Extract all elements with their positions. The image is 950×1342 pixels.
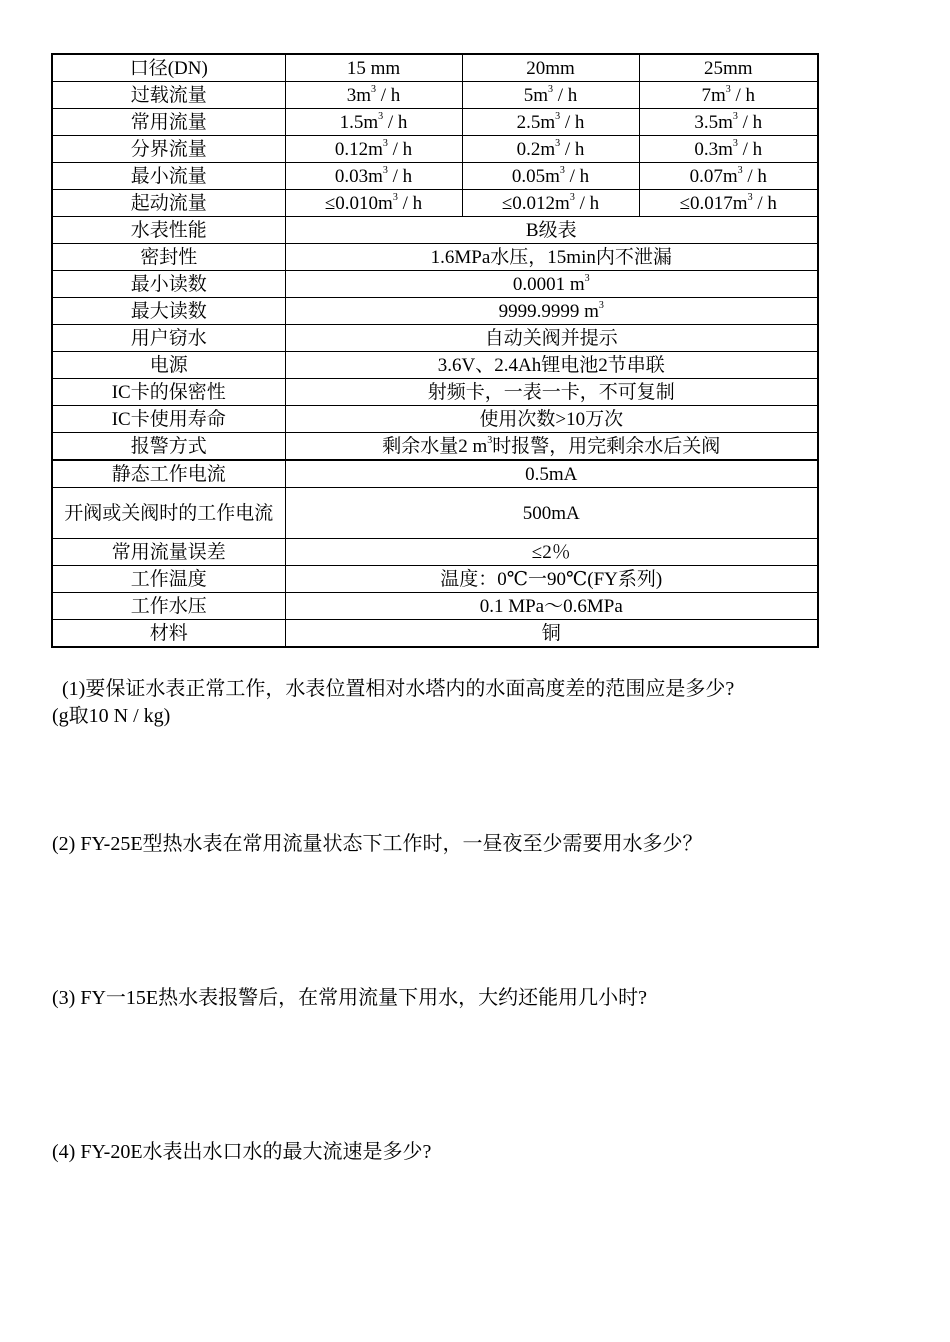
spec-row — [52, 325, 818, 352]
superscript: 3 — [555, 138, 561, 150]
value-text: 铜 — [541, 622, 561, 644]
value-suffix: / h — [742, 165, 767, 187]
rate-cell — [462, 163, 639, 190]
question-1-line2: (g取10 N / kg) — [52, 705, 171, 727]
spec-row — [52, 488, 818, 539]
value-suffix: / h — [397, 192, 423, 214]
superscript: 3 — [569, 192, 575, 204]
spec-row — [52, 352, 818, 379]
superscript: 3 — [371, 84, 376, 96]
spec-value — [285, 352, 818, 379]
value-suffix: / h — [553, 84, 578, 106]
value-text: 温度：0℃一90℃(FY系列) — [440, 568, 663, 590]
spec-row — [52, 298, 818, 325]
value-text: 3m — [346, 84, 371, 106]
spec-row — [52, 406, 818, 433]
rate-cell — [285, 109, 462, 136]
row-label: 用户窃水 — [52, 325, 285, 352]
value-text: 3.6V、2.4Ah锂电池2节串联 — [437, 354, 665, 376]
value-text: 剩余水量2 m — [382, 435, 488, 457]
value-text: 0.3m — [694, 138, 733, 160]
spec-value — [285, 379, 818, 406]
row-label: 最小流量 — [52, 163, 285, 190]
value-suffix: / h — [376, 84, 401, 106]
value-text: 1.5m — [339, 111, 379, 133]
rate-row — [52, 109, 818, 136]
rate-cell — [285, 136, 462, 163]
value-text: 0.2m — [516, 138, 556, 160]
spec-row — [52, 433, 818, 461]
superscript: 3 — [747, 192, 753, 204]
value-suffix: / h — [560, 138, 585, 160]
spec-row — [52, 539, 818, 566]
value-suffix: / h — [560, 111, 585, 133]
header-dn20: 20mm — [462, 54, 639, 82]
spec-value — [285, 325, 818, 352]
superscript: 3 — [559, 165, 565, 177]
rate-row — [52, 190, 818, 217]
row-label: 报警方式 — [52, 433, 285, 461]
spec-value — [285, 298, 818, 325]
superscript: 3 — [737, 165, 743, 177]
value-suffix: 时报警，用完剩余水后关阀 — [492, 435, 721, 457]
spec-value — [285, 620, 818, 648]
row-label: 开阀或关阀时的工作电流 — [52, 488, 285, 539]
question-1 — [52, 676, 842, 730]
value-text: 0.12m — [334, 138, 383, 160]
rate-cell — [285, 190, 462, 217]
rate-cell — [639, 82, 818, 109]
spec-row — [52, 593, 818, 620]
spec-table — [51, 53, 819, 648]
question-2 — [52, 831, 842, 858]
header-dn25: 25mm — [639, 54, 818, 82]
value-text: 使用次数>10万次 — [479, 408, 624, 430]
question-3 — [52, 985, 842, 1012]
spec-value — [285, 244, 818, 271]
value-text: 自动关阀并提示 — [484, 327, 618, 349]
superscript: 3 — [382, 138, 388, 150]
spec-row — [52, 271, 818, 298]
rate-row — [52, 136, 818, 163]
superscript: 3 — [548, 84, 553, 96]
rate-cell — [639, 163, 818, 190]
row-label: 密封性 — [52, 244, 285, 271]
value-text: B级表 — [525, 219, 577, 241]
row-label: IC卡使用寿命 — [52, 406, 285, 433]
superscript: 3 — [487, 435, 493, 447]
row-label: 过载流量 — [52, 82, 285, 109]
header-dn15: 15 mm — [285, 54, 462, 82]
spec-row — [52, 460, 818, 488]
value-text: 7m — [701, 84, 726, 106]
rate-cell — [462, 109, 639, 136]
superscript: 3 — [382, 165, 388, 177]
value-text: ≤0.010m — [324, 192, 393, 214]
spec-value — [285, 217, 818, 244]
rate-row — [52, 82, 818, 109]
row-label: 工作水压 — [52, 593, 285, 620]
spec-row — [52, 217, 818, 244]
rate-cell — [462, 82, 639, 109]
spec-value — [285, 460, 818, 488]
value-text: 0.07m — [689, 165, 738, 187]
value-suffix: / h — [737, 111, 763, 133]
superscript: 3 — [598, 300, 604, 312]
superscript: 3 — [732, 138, 738, 150]
superscript: 3 — [392, 192, 398, 204]
row-label: 工作温度 — [52, 566, 285, 593]
rate-cell — [639, 136, 818, 163]
question-4 — [52, 1139, 842, 1166]
row-label: IC卡的保密性 — [52, 379, 285, 406]
superscript: 3 — [555, 111, 561, 123]
spec-row — [52, 244, 818, 271]
spec-value — [285, 488, 818, 539]
rate-cell — [639, 190, 818, 217]
row-label: 最大读数 — [52, 298, 285, 325]
value-text: ≤2％ — [531, 541, 571, 563]
value-text: ≤0.012m — [501, 192, 570, 214]
rate-cell — [285, 163, 462, 190]
spec-value — [285, 271, 818, 298]
question-3-text: (3) FY一15E热水表报警后，在常用流量下用水，大约还能用几小时? — [52, 987, 647, 1009]
spec-row — [52, 566, 818, 593]
row-label: 静态工作电流 — [52, 460, 285, 488]
rate-cell — [462, 190, 639, 217]
value-text: 0.1 MPa～0.6MPa — [479, 595, 623, 617]
question-1-line1: (1)要保证水表正常工作，水表位置相对水塔内的水面高度差的范围应是多少? — [52, 678, 735, 700]
spec-row — [52, 620, 818, 648]
value-suffix: / h — [737, 138, 763, 160]
value-suffix: / h — [387, 138, 413, 160]
value-suffix: / h — [730, 84, 756, 106]
rate-cell — [462, 136, 639, 163]
value-text: 0.03m — [334, 165, 383, 187]
value-text: 2.5m — [516, 111, 556, 133]
row-label: 起动流量 — [52, 190, 285, 217]
value-suffix: / h — [387, 165, 413, 187]
spec-value — [285, 539, 818, 566]
value-text: 射频卡，一表一卡，不可复制 — [427, 381, 675, 403]
row-label: 常用流量误差 — [52, 539, 285, 566]
row-label: 分界流量 — [52, 136, 285, 163]
value-text: 1.6MPa水压，15min内不泄漏 — [430, 246, 672, 268]
value-suffix: / h — [564, 165, 590, 187]
value-text: 500mA — [522, 502, 580, 524]
spec-value — [285, 593, 818, 620]
value-text: ≤0.017m — [679, 192, 748, 214]
question-4-text: (4) FY-20E水表出水口水的最大流速是多少? — [52, 1141, 432, 1163]
value-suffix: / h — [574, 192, 600, 214]
rate-row — [52, 163, 818, 190]
rate-cell — [285, 82, 462, 109]
value-text: 0.0001 m — [512, 273, 585, 295]
spec-value — [285, 406, 818, 433]
question-2-text: (2) FY-25E型热水表在常用流量状态下工作时，一昼夜至少需要用水多少？ — [52, 833, 703, 855]
value-text: 0.5mA — [525, 463, 578, 485]
superscript: 3 — [725, 84, 731, 96]
spec-value — [285, 566, 818, 593]
row-label: 常用流量 — [52, 109, 285, 136]
header-label: 口径(DN) — [52, 54, 285, 82]
superscript: 3 — [732, 111, 738, 123]
row-label: 电源 — [52, 352, 285, 379]
superscript: 3 — [378, 111, 384, 123]
table-header-row — [52, 54, 818, 82]
superscript: 3 — [584, 273, 590, 285]
spec-row — [52, 379, 818, 406]
value-text: 9999.9999 m — [498, 300, 599, 322]
value-suffix: / h — [752, 192, 777, 214]
value-text: 5m — [523, 84, 548, 106]
value-text: 3.5m — [694, 111, 733, 133]
value-text: 0.05m — [511, 165, 560, 187]
spec-value — [285, 433, 818, 461]
row-label: 材料 — [52, 620, 285, 648]
rate-cell — [639, 109, 818, 136]
row-label: 最小读数 — [52, 271, 285, 298]
value-suffix: / h — [383, 111, 408, 133]
row-label: 水表性能 — [52, 217, 285, 244]
